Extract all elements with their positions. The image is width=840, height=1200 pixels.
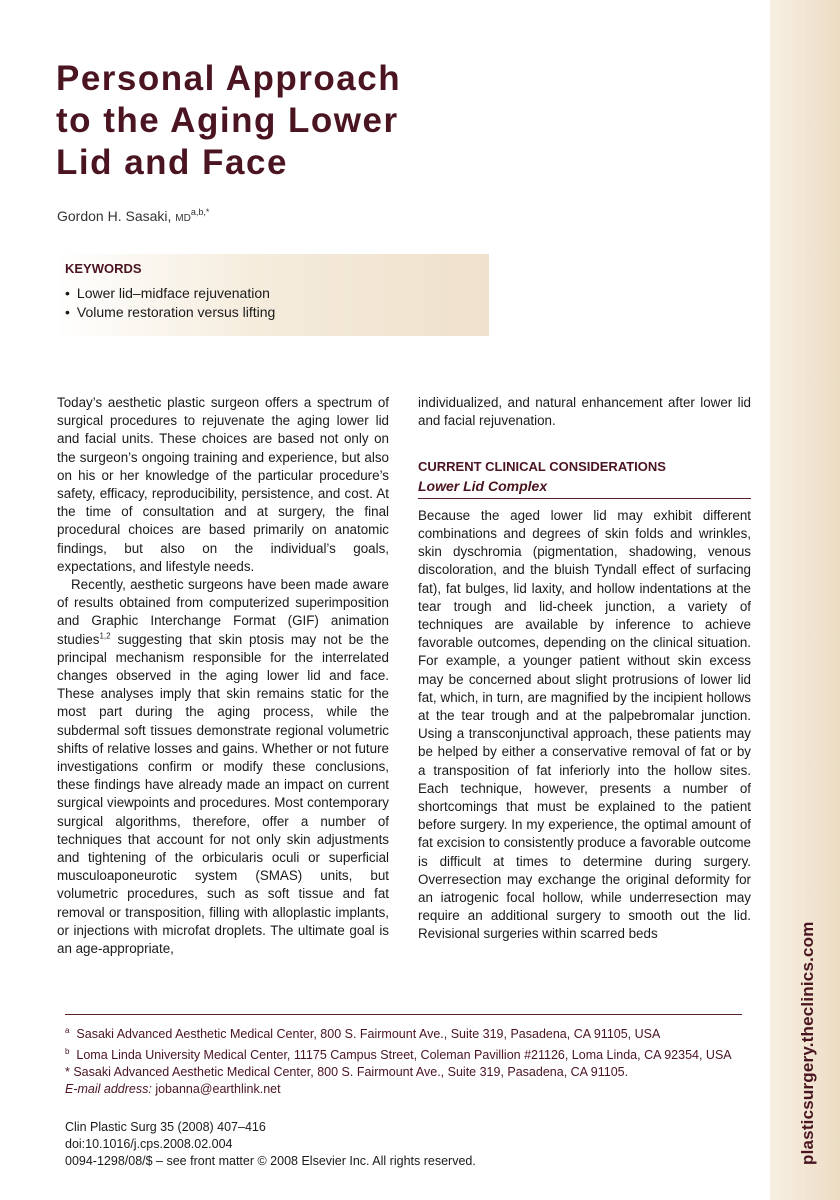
author-affiliation-marks: a,b,* bbox=[190, 207, 210, 217]
doi[interactable]: doi:10.1016/j.cps.2008.02.004 bbox=[65, 1137, 233, 1151]
keywords-heading: KEYWORDS bbox=[65, 261, 142, 276]
footnote-b-text: Loma Linda University Medical Center, 11175 Campus Street, Coleman Pavillion #21126, Loma Linda, CA 92354, USA bbox=[76, 1048, 732, 1063]
keyword-item: • Lower lid–midface rejuvenation bbox=[65, 284, 275, 303]
title-line-3: Lid and Face bbox=[56, 143, 288, 182]
body-paragraph-1: Today’s aesthetic plastic surgeon offers a spectrum of surgical procedures to rejuvenate the aging lower lid and facial units. These choices are based not only on the surgeon’s ongoing training and experience, but also on his or her knowledge of the particular procedure’s safety, efficacy, reproducibility, persistence, and cost. At the time of consultation and at surgery, the final procedural choices are based primarily on anatomic findings, but also on the individual’s goals, expectations, and lifestyle needs. bbox=[57, 395, 389, 574]
article-title bbox=[56, 58, 496, 184]
footnote-divider bbox=[65, 1014, 742, 1015]
paragraph-2-text-b: suggesting that skin ptosis may not be the principal mechanism responsible for the interrelated changes observed in the aging lower lid and face. These analyses imply that skin remains static for the most part during the aging process, while the subdermal soft tissues demonstrate regional volumetric shifts of relative losses and gains. Whether or not future investigations confirm or modify these conclusions, these findings have already made an impact on current surgical viewpoints and procedures. Most contemporary surgical algorithms, therefore, offer a number of techniques that account for not only skin adjustments and tightening of the orbicularis oculi or superficial musculoaponeurotic system (SMAS) units, but volumetric procedures, such as soft tissue and fat removal or transposition, filling with alloplastic implants, or injections with microfat droplets. The ultimate goal is an age-appropriate, bbox=[57, 631, 389, 957]
body-paragraph-2 bbox=[57, 576, 389, 958]
author-name: Gordon H. Sasaki, bbox=[57, 208, 176, 224]
keywords-box bbox=[56, 254, 489, 336]
journal-citation: Clin Plastic Surg 35 (2008) 407–416 bbox=[65, 1120, 266, 1134]
paragraph-2-text-a: Recently, aesthetic surgeons have been made aware of results obtained from computerized superimposition and Graphic Interchange Format (GIF) animation studies bbox=[57, 577, 389, 647]
author-line bbox=[57, 207, 209, 224]
title-line-1: Personal Approach bbox=[56, 59, 402, 98]
footnote-a bbox=[65, 1022, 745, 1043]
keywords-list bbox=[65, 284, 275, 322]
footnote-b-mark: b bbox=[65, 1047, 70, 1057]
title-line-2: to the Aging Lower bbox=[56, 101, 399, 140]
reference-superscript[interactable]: 1,2 bbox=[99, 631, 111, 641]
email-link[interactable]: jobanna@earthlink.net bbox=[151, 1082, 281, 1097]
body-column-left bbox=[57, 394, 389, 958]
footnote-email bbox=[65, 1081, 745, 1098]
footnote-a-text: Sasaki Advanced Aesthetic Medical Center, 800 S. Fairmount Ave., Suite 319, Pasadena, CA 91105, USA bbox=[76, 1027, 661, 1042]
footnote-b bbox=[65, 1043, 745, 1064]
footnotes bbox=[65, 1022, 745, 1098]
keyword-item: • Volume restoration versus lifting bbox=[65, 303, 275, 322]
journal-sidebar bbox=[770, 0, 840, 1200]
subsection-heading: Lower Lid Complex bbox=[418, 477, 751, 499]
email-label: E-mail address: bbox=[65, 1082, 152, 1097]
footnote-a-mark: a bbox=[65, 1026, 70, 1035]
copyright-line: 0094-1298/08/$ – see front matter © 2008 Elsevier Inc. All rights reserved. bbox=[65, 1154, 476, 1168]
section-heading: CURRENT CLINICAL CONSIDERATIONS bbox=[418, 459, 666, 475]
citation-block bbox=[65, 1119, 745, 1170]
body-column-right bbox=[418, 394, 751, 944]
footnote-corresponding: * Sasaki Advanced Aesthetic Medical Center, 800 S. Fairmount Ave., Suite 319, Pasadena, CA 91105. bbox=[65, 1065, 629, 1080]
author-degree: MD bbox=[175, 213, 191, 224]
body-paragraph-3: individualized, and natural enhancement after lower lid and facial rejuvenation. bbox=[418, 395, 751, 429]
body-paragraph-4: Because the aged lower lid may exhibit different combinations and degrees of skin folds and wrinkles, skin dyschromia (pigmentation, shadowing, venous discoloration, and the bluish Tyndall effect of surfacing fat), fat bulges, lid laxity, and hollow indentations at the tear trough and lid-cheek junction, a variety of techniques are available by inference to achieve favorable outcomes, depending on the clinical situation. For example, a younger patient without skin excess may be concerned about slight protrusions of lower lid fat, which, in turn, are magnified by the incipient hollows at the tear trough and at the palpebromalar junction. Using a transconjunctival approach, these patients may be helped by either a conservative removal of fat or by a transposition of fat inferiorly into the hollow sites. Each technique, however, presents a number of shortcomings that must be explained to the patient before surgery. In my experience, the optimal amount of fat excision to consistently produce a favorable outcome is difficult at times to determine during surgery. Overresection may exchange the original deformity for an iatrogenic focal hollow, while underresection may require an additional surgery to smooth out the lid. Revisional surgeries within scarred beds bbox=[418, 507, 751, 942]
journal-url[interactable]: plasticsurgery.theclinics.com bbox=[798, 921, 817, 1165]
